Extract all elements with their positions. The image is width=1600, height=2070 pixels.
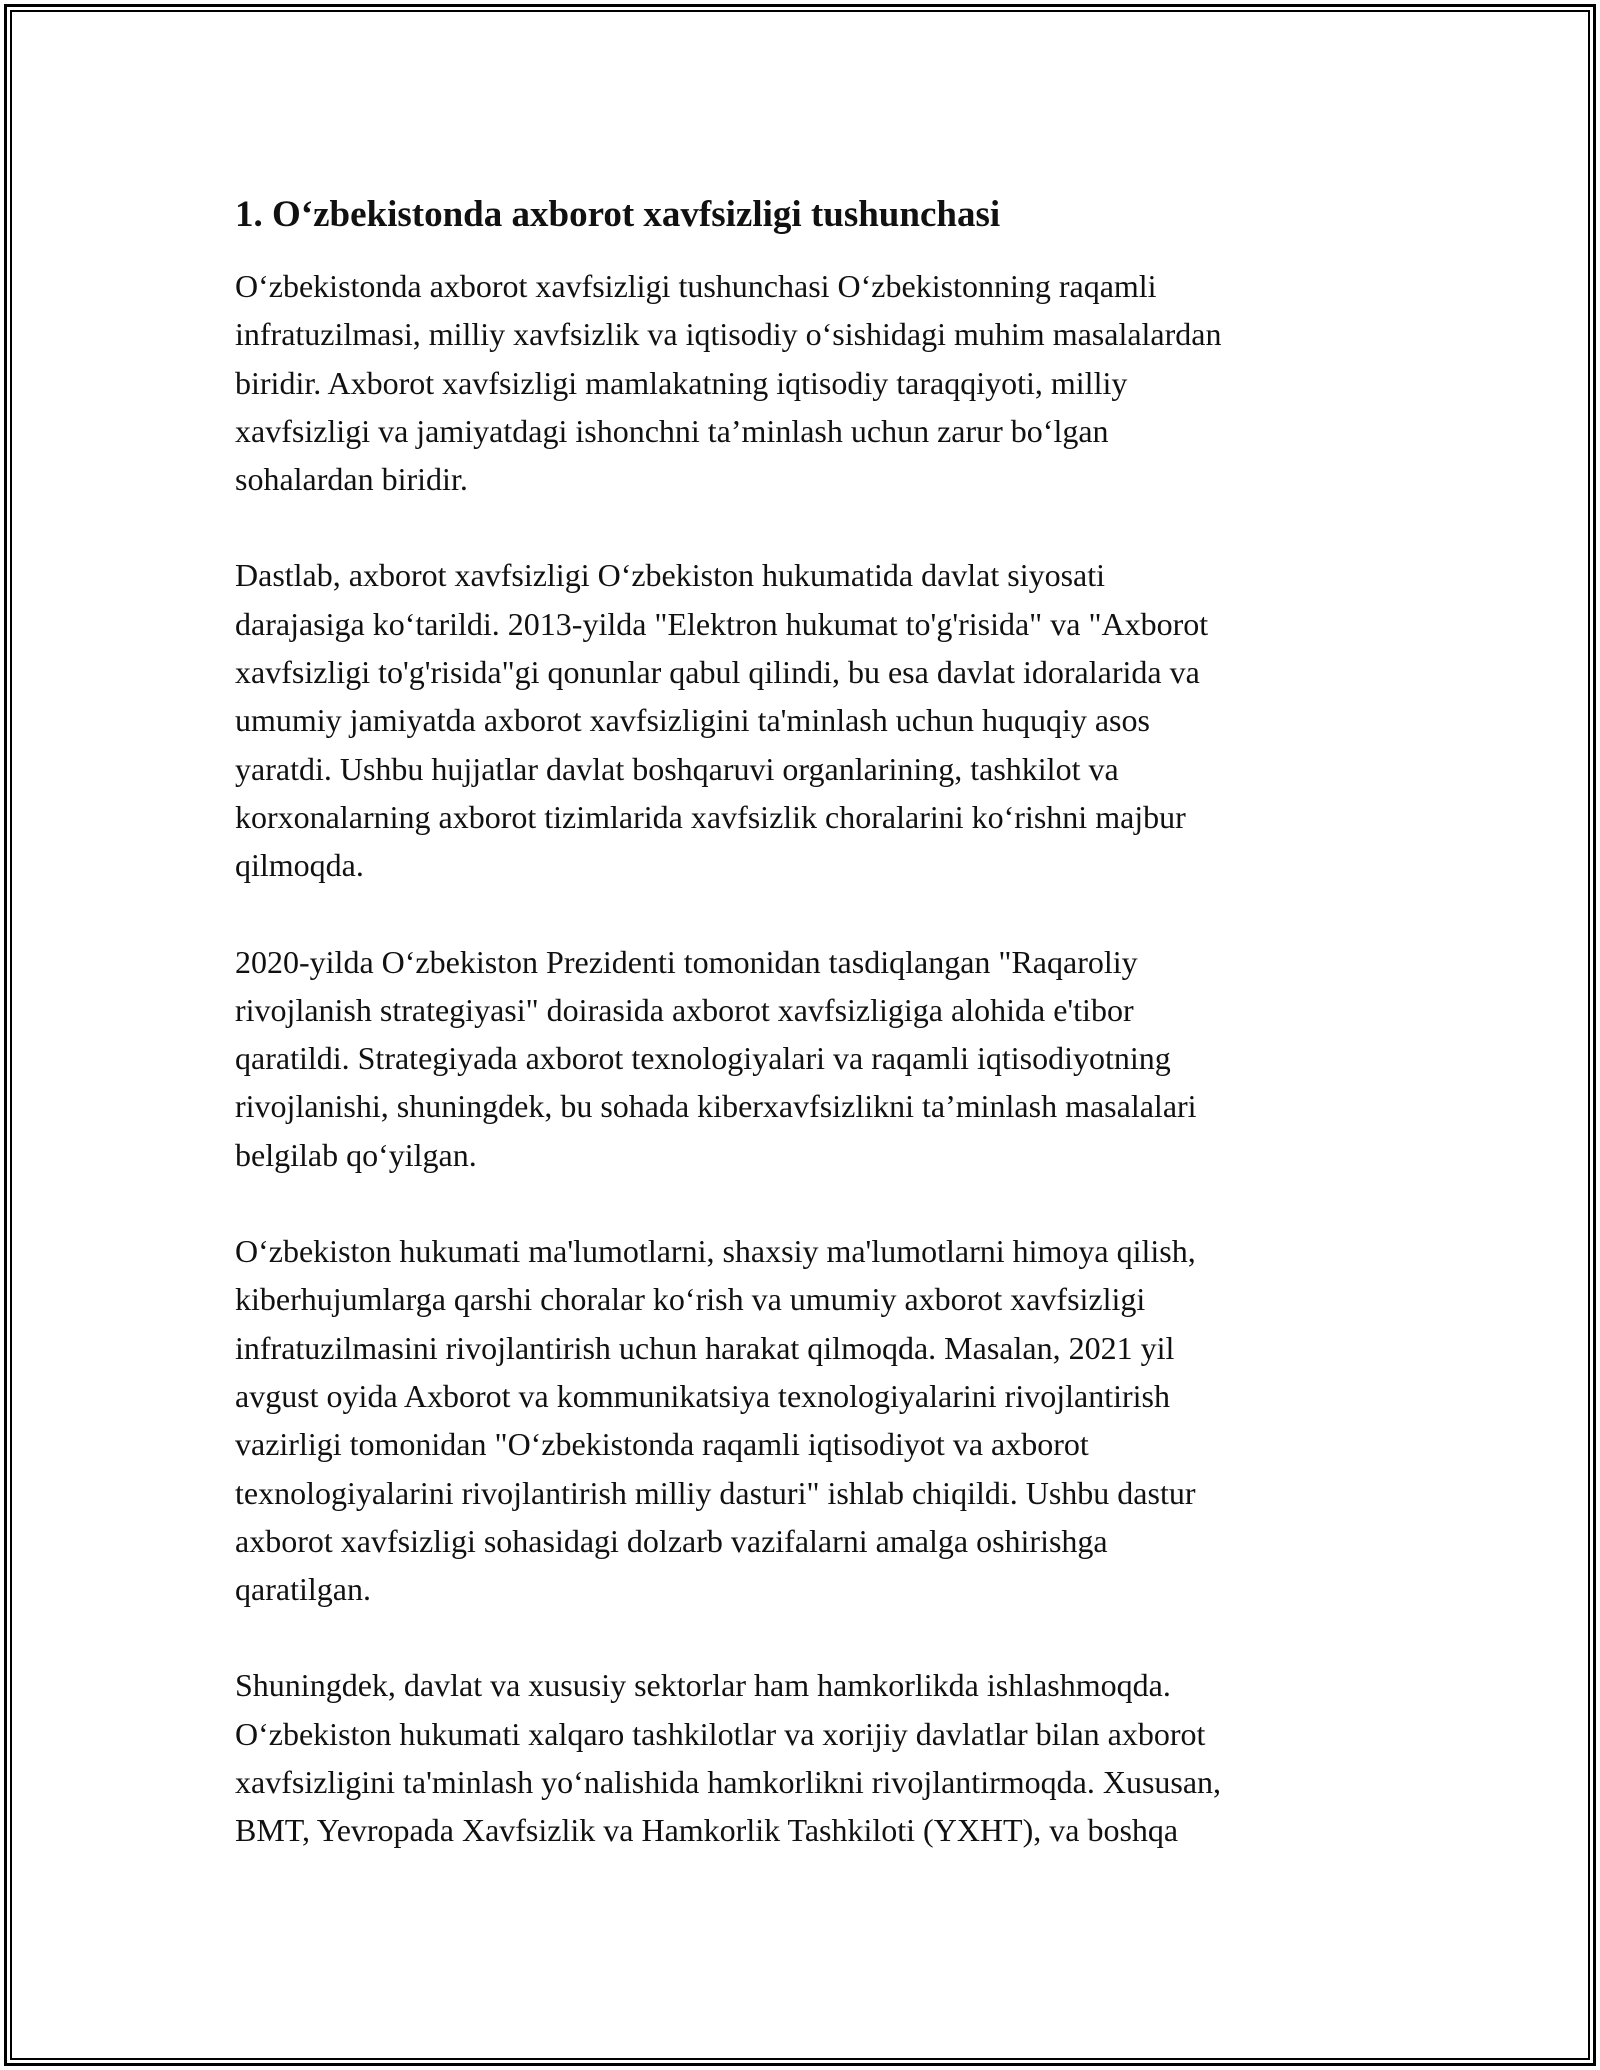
text-line: O‘zbekiston hukumati xalqaro tashkilotlar va xorijiy davlatlar bilan axborot — [235, 1715, 1206, 1752]
text-line: Shuningdek, davlat va xususiy sektorlar ham hamkorlikda ishlashmoqda. — [235, 1667, 1171, 1704]
paragraph-5 — [235, 1661, 1370, 1854]
text-line: sohalardan biridir. — [235, 461, 468, 498]
text-line: kiberhujumlarga qarshi choralar ko‘rish va umumiy axborot xavfsizligi — [235, 1281, 1146, 1318]
text-line: xavfsizligi va jamiyatdagi ishonchni ta’minlash uchun zarur bo‘lgan — [235, 412, 1109, 449]
text-line: yaratdi. Ushbu hujjatlar davlat boshqaruvi organlarining, tashkilot va — [235, 750, 1119, 787]
text-line: infratuzilmasini rivojlantirish uchun harakat qilmoqda. Masalan, 2021 yil — [235, 1329, 1175, 1366]
text-line: xavfsizligini ta'minlash yo‘nalishida hamkorlikni rivojlantirmoqda. Xususan, — [235, 1764, 1222, 1801]
text-line: 2020-yilda O‘zbekiston Prezidenti tomonidan tasdiqlangan "Raqaroliy — [235, 943, 1138, 980]
text-line: O‘zbekiston hukumati ma'lumotlarni, shaxsiy ma'lumotlarni himoya qilish, — [235, 1233, 1196, 1270]
section-heading: 1. O‘zbekistonda axborot xavfsizligi tushunchasi — [235, 194, 1001, 235]
text-line: qilmoqda. — [235, 847, 364, 884]
document-body — [235, 186, 1370, 1903]
text-line: rivojlanishi, shuningdek, bu sohada kiberxavfsizlikni ta’minlash masalalari — [235, 1088, 1197, 1125]
text-line: belgilab qo‘yilgan. — [235, 1136, 477, 1173]
text-line: qaratildi. Strategiyada axborot texnologiyalari va raqamli iqtisodiyotning — [235, 1040, 1171, 1077]
text-line: biridir. Axborot xavfsizligi mamlakatning iqtisodiy taraqqiyoti, milliy — [235, 364, 1128, 401]
text-line: vazirligi tomonidan "O‘zbekistonda raqamli iqtisodiyot va axborot — [235, 1426, 1089, 1463]
text-line: korxonalarning axborot tizimlarida xavfsizlik choralarini ko‘rishni majbur — [235, 798, 1186, 835]
text-line: BMT, Yevropada Xavfsizlik va Hamkorlik Tashkiloti (YXHT), va boshqa — [235, 1812, 1179, 1849]
text-line: axborot xavfsizligi sohasidagi dolzarb vazifalarni amalga oshirishga — [235, 1522, 1108, 1559]
text-line: Dastlab, axborot xavfsizligi O‘zbekiston hukumatida davlat siyosati — [235, 557, 1106, 594]
text-line: O‘zbekistonda axborot xavfsizligi tushunchasi O‘zbekistonning raqamli — [235, 268, 1157, 304]
paragraph-4 — [235, 1227, 1370, 1613]
paragraph-3 — [235, 938, 1370, 1179]
text-line: darajasiga ko‘tarildi. 2013-yilda "Elektron hukumat to'g'risida" va "Axborot — [235, 605, 1209, 642]
paragraph-1 — [235, 262, 1370, 503]
text-line: infratuzilmasi, milliy xavfsizlik va iqtisodiy o‘sishidagi muhim masalalardan — [235, 316, 1222, 353]
text-line: avgust oyida Axborot va kommunikatsiya texnologiyalarini rivojlantirish — [235, 1377, 1170, 1414]
text-line: umumiy jamiyatda axborot xavfsizligini ta'minlash uchun huquqiy asos — [235, 702, 1150, 739]
text-line: qaratilgan. — [235, 1571, 371, 1608]
paragraph-2 — [235, 551, 1370, 889]
text-line: xavfsizligi to'g'risida"gi qonunlar qabul qilindi, bu esa davlat idoralarida va — [235, 654, 1200, 691]
text-line: rivojlanish strategiyasi" doirasida axborot xavfsizligiga alohida e'tibor — [235, 991, 1134, 1028]
text-line: texnologiyalarini rivojlantirish milliy dasturi" ishlab chiqildi. Ushbu dastur — [235, 1474, 1196, 1511]
